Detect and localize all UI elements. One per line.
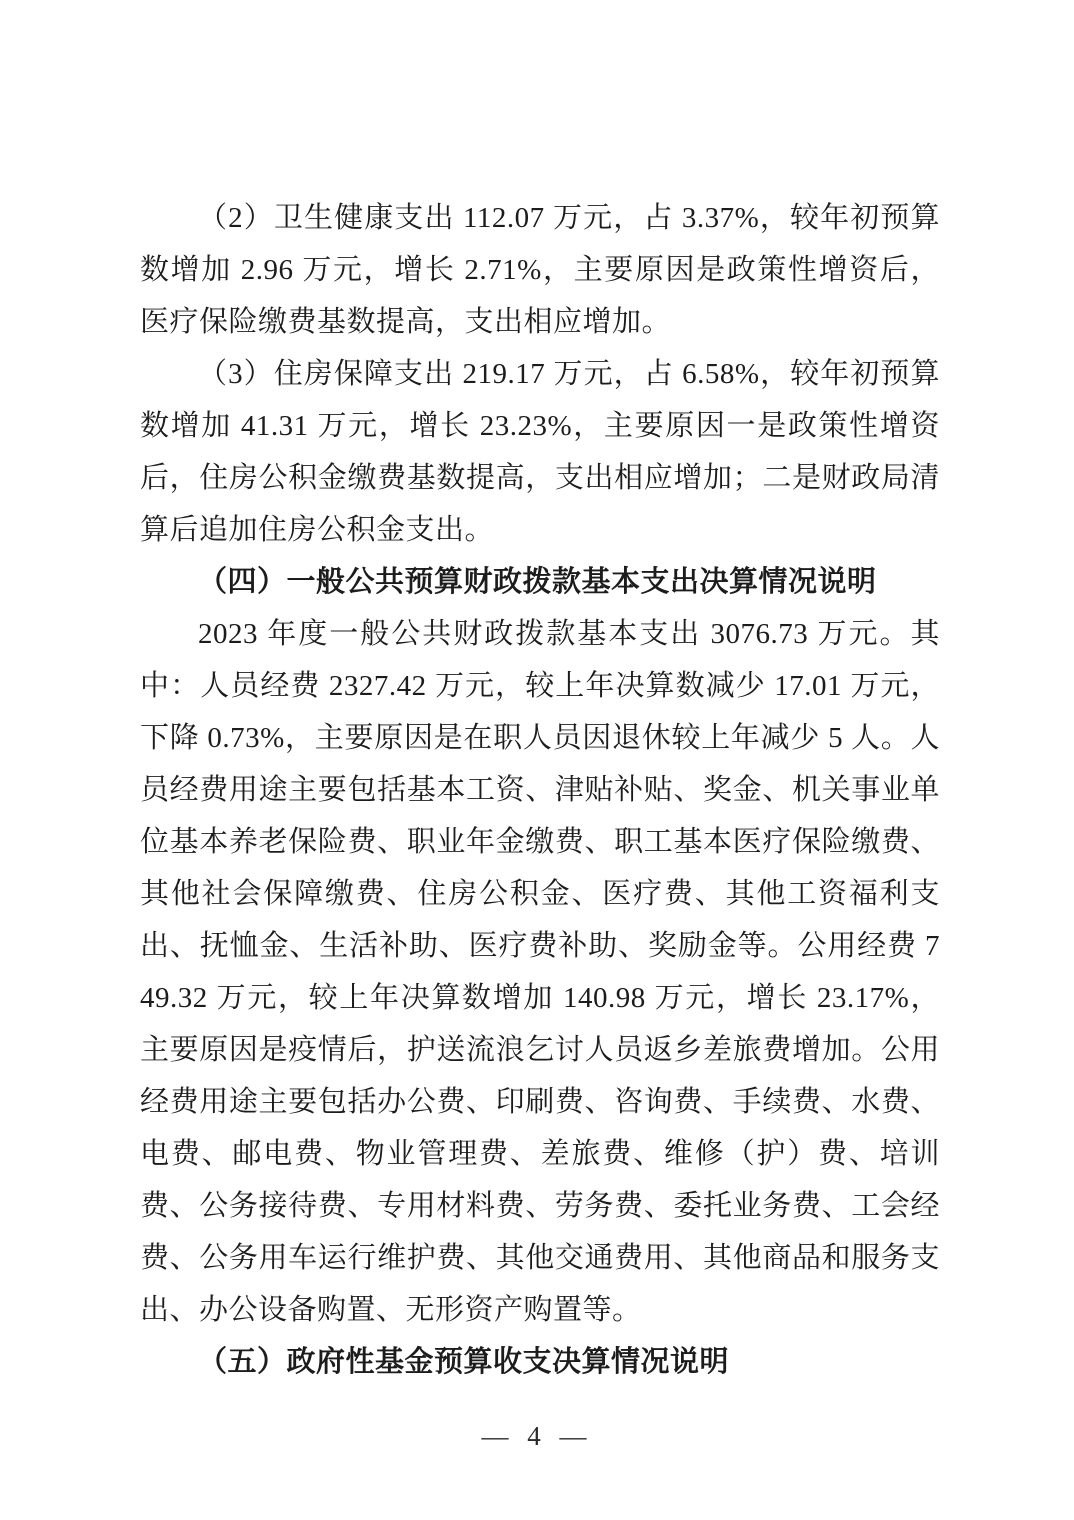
section-heading-basic-expenditure-explanation: （四）一般公共预算财政拨款基本支出决算情况说明	[198, 566, 877, 598]
section-heading-government-fund-budget: （五）政府性基金预算收支决算情况说明	[198, 1346, 730, 1378]
page-number: — 4 —	[481, 1421, 593, 1451]
paragraph-housing-security-expenditure: （3）住房保障支出 219.17 万元，占 6.58%，较年初预算数增加 41.31 万元，增长 23.23%，主要原因一是政策性增资后，住房公积金缴费基数提高，支出相应增加；二是财政局清算后追加住房公积金支出。	[140, 358, 940, 546]
paragraph-basic-expenditure-detail: 2023 年度一般公共财政拨款基本支出 3076.73 万元。其中：人员经费 2327.42 万元，较上年决算数减少 17.01 万元，下降 0.73%，主要原因是在职人员因退休较上年减少 5 人。人员经费用途主要包括基本工资、津贴补贴、奖金、机关事业单位基本养老保险费、职业年金缴费、职工基本医疗保险缴费、其他社会保障缴费、住房公积金、医疗费、其他工资福利支出、抚恤金、生活补助、医疗费补助、奖励金等。公用经费 749.32 万元，较上年决算数增加 140.98 万元，增长 23.17%，主要原因是疫情后，护送流浪乞讨人员返乡差旅费增加。公用经费用途主要包括办公费、印刷费、咨询费、手续费、水费、电费、邮电费、物业管理费、差旅费、维修（护）费、培训费、公务接待费、专用材料费、劳务费、委托业务费、工会经费、公务用车运行维护费、其他交通费用、其他商品和服务支出、办公设备购置、无形资产购置等。	[140, 618, 940, 1326]
document-body	[140, 192, 940, 1388]
paragraph-health-expenditure: （2）卫生健康支出 112.07 万元，占 3.37%，较年初预算数增加 2.96 万元，增长 2.71%，主要原因是政策性增资后，医疗保险缴费基数提高，支出相应增加。	[140, 202, 940, 338]
